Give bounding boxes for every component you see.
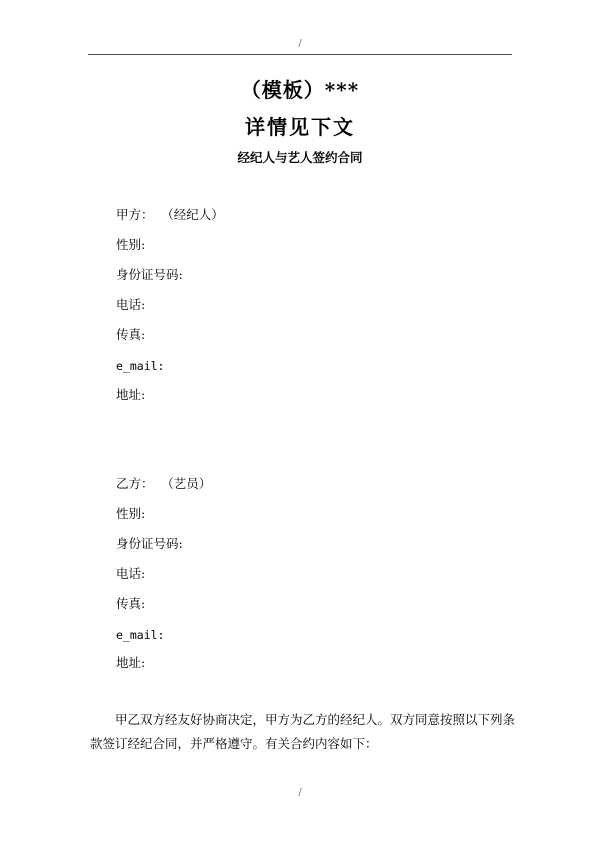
party-b-address: 地址: bbox=[116, 655, 146, 670]
party-b-id-number: 身份证号码: bbox=[116, 536, 183, 551]
party-b-label: 乙方： bbox=[116, 476, 154, 491]
party-b-phone: 电话: bbox=[116, 566, 146, 581]
party-a-phone: 电话: bbox=[116, 297, 146, 312]
header-rule bbox=[88, 54, 512, 55]
document-subtitle: 详情见下文 bbox=[245, 115, 355, 139]
agreement-paragraph bbox=[90, 708, 516, 756]
party-b-fax: 传真: bbox=[116, 596, 146, 611]
paragraph-line-1: 甲乙双方经友好协商决定，甲方为乙方的经纪人。双方同意按照以下列条 bbox=[115, 712, 516, 727]
footer-mark: / bbox=[298, 787, 302, 798]
party-b-gender: 性别: bbox=[116, 506, 146, 521]
party-a-gender: 性别: bbox=[116, 237, 146, 252]
party-a-row bbox=[116, 207, 224, 223]
paragraph-line-2: 款签订经纪合同，并严格遵守。有关合约内容如下： bbox=[90, 736, 378, 751]
party-b-row bbox=[116, 476, 211, 492]
party-b-email: e_mail: bbox=[116, 628, 165, 642]
party-a-email: e_mail: bbox=[116, 359, 165, 373]
party-a-role: （经纪人） bbox=[167, 207, 224, 222]
party-b-role: （艺员） bbox=[167, 476, 212, 491]
party-a-fax: 传真: bbox=[116, 327, 146, 342]
document-title: （模板）*** bbox=[240, 78, 360, 102]
header-mark: / bbox=[298, 38, 302, 49]
party-a-address: 地址: bbox=[116, 387, 146, 402]
party-a-label: 甲方： bbox=[116, 207, 154, 222]
contract-title: 经纪人与艺人签约合同 bbox=[237, 150, 363, 165]
party-a-id-number: 身份证号码: bbox=[116, 267, 183, 282]
